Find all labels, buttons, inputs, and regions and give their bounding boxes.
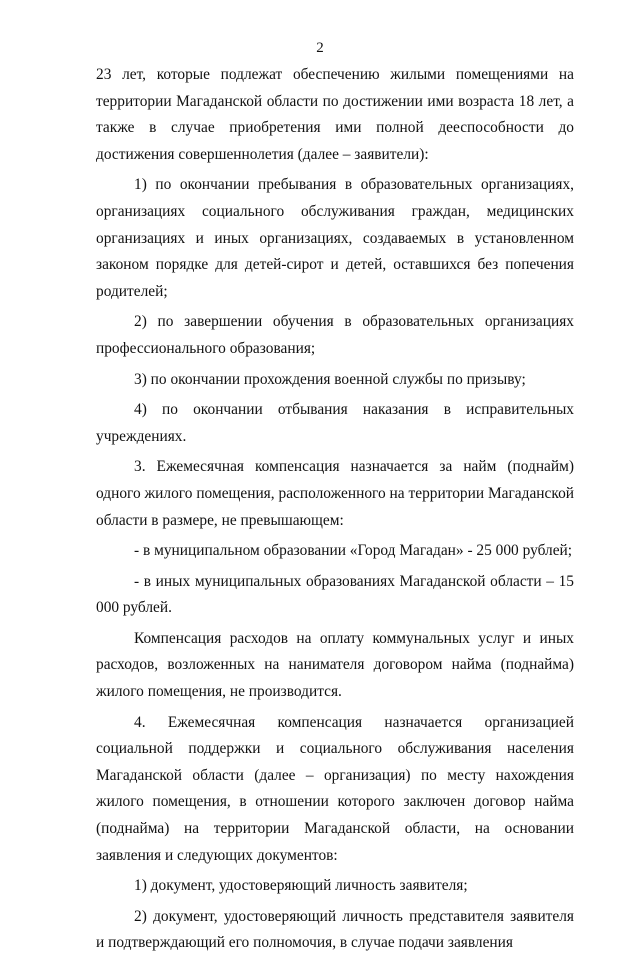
paragraph-item-4: 4) по окончании отбывания наказания в исправительных учреждениях.	[96, 401, 574, 445]
paragraph-continuation: 23 лет, которые подлежат обеспечению жилыми помещениями на территории Магаданской области по достижении ими возраста 18 лет, а также в случае приобретения ими полной дееспособности до достижения совершеннолетия (далее – заявители):	[96, 66, 574, 163]
paragraph-item-3: 3) по окончании прохождения военной службы по призыву;	[134, 370, 526, 388]
paragraph-bullet-other: - в иных муниципальных образованиях Магаданской области – 15 000 рублей.	[96, 572, 574, 617]
paragraph-item-1: 1) по окончании пребывания в образовательных организациях, организациях социального обслуживания граждан, медицинских организациях и иных организациях, создаваемых в установленном законом порядке для детей-сирот и детей, оставшихся без попечения родителей;	[96, 176, 574, 300]
paragraph-item-2: 2) по завершении обучения в образовательных организациях профессионального образования;	[96, 313, 574, 357]
paragraph-bullet-magadan: - в муниципальном образовании «Город Магадан» - 25 000 рублей;	[134, 542, 573, 560]
page-number: 2	[316, 40, 324, 56]
paragraph-clause-3: 3. Ежемесячная компенсация назначается за найм (поднайм) одного жилого помещения, расположенного на территории Магаданской области в размере, не превышающем:	[96, 458, 574, 529]
paragraph-utilities-note: Компенсация расходов на оплату коммунальных услуг и иных расходов, возложенных на нанимателя договором найма (поднайма) жилого помещения, не производится.	[96, 629, 574, 701]
paragraph-document-1: 1) документ, удостоверяющий личность заявителя;	[134, 877, 468, 895]
paragraph-document-2: 2) документ, удостоверяющий личность представителя заявителя и подтверждающий его полномочия, в случае подачи заявления	[96, 907, 574, 952]
document-body	[96, 62, 574, 957]
paragraph-clause-4: 4. Ежемесячная компенсация назначается организацией социальной поддержки и социального обслуживания населения Магаданской области (далее – организация) по месту нахождения жилого помещения, в отношении которого заключен договор найма (поднайма) на территории Магаданской области, на основании заявления и следующих документов:	[96, 713, 574, 864]
